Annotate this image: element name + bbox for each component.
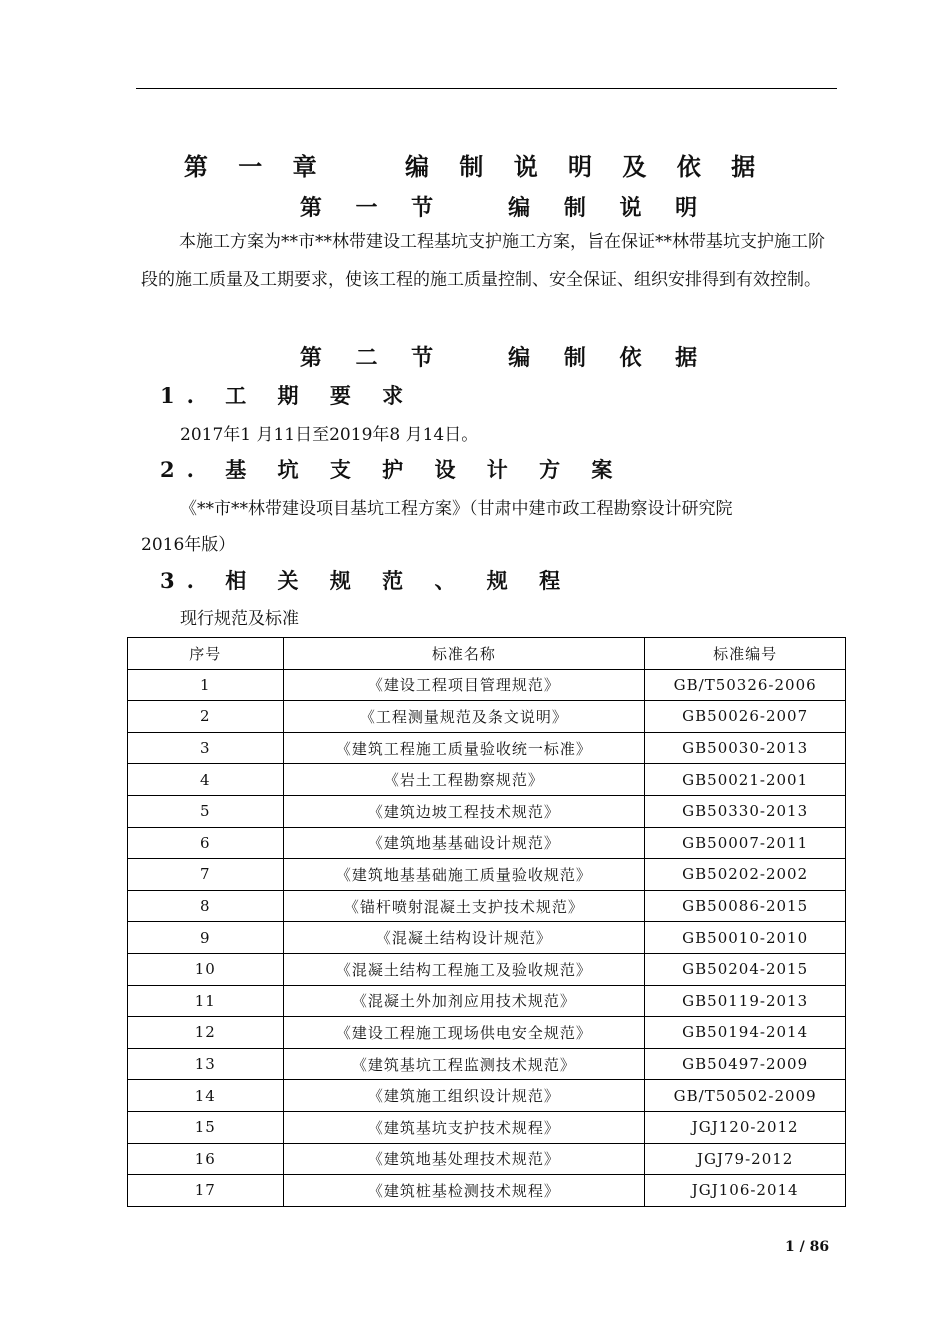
- table-row: [128, 1017, 846, 1049]
- table-row: [128, 827, 846, 859]
- row-standard-code: GB50330-2013: [645, 795, 846, 827]
- row-standard-code: GB50010-2010: [645, 922, 846, 954]
- row-standard-name: 《建筑地基处理技术规范》: [283, 1143, 645, 1175]
- row-standard-code: JGJ106-2014: [645, 1175, 846, 1207]
- item-2-text-line-2: 2016年版）: [141, 535, 236, 555]
- row-standard-name: 《建筑基坑支护技术规程》: [283, 1111, 645, 1143]
- row-standard-code: GB50026-2007: [645, 701, 846, 733]
- row-standard-code: JGJ79-2012: [645, 1143, 846, 1175]
- row-serial: 17: [128, 1175, 284, 1207]
- row-serial: 8: [128, 890, 284, 922]
- row-serial: 2: [128, 701, 284, 733]
- row-serial: 12: [128, 1017, 284, 1049]
- table-row: [128, 701, 846, 733]
- row-standard-code: GB50086-2015: [645, 890, 846, 922]
- row-serial: 15: [128, 1111, 284, 1143]
- row-standard-name: 《建筑工程施工质量验收统一标准》: [283, 732, 645, 764]
- row-serial: 14: [128, 1080, 284, 1112]
- row-serial: 7: [128, 859, 284, 891]
- table-row: [128, 953, 846, 985]
- header-standard-name: 标准名称: [283, 638, 645, 670]
- row-standard-name: 《工程测量规范及条文说明》: [283, 701, 645, 733]
- chapter-title: 第 一 章 编 制 说 明 及 依 据: [183, 152, 767, 181]
- section-1-title: 第 一 节 编 制 说 明: [299, 195, 711, 221]
- row-standard-code: GB/T50502-2009: [645, 1080, 846, 1112]
- item-2-heading: 2. 基 坑 支 护 设 计 方 案: [160, 457, 625, 482]
- row-standard-code: GB50204-2015: [645, 953, 846, 985]
- header-serial: 序号: [128, 638, 284, 670]
- standards-table: [127, 637, 846, 1207]
- row-serial: 10: [128, 953, 284, 985]
- item-1-heading: 1. 工 期 要 求: [160, 383, 416, 408]
- table-header-row: [128, 638, 846, 670]
- row-standard-name: 《建筑桩基检测技术规程》: [283, 1175, 645, 1207]
- header-standard-code: 标准编号: [645, 638, 846, 670]
- table-row: [128, 985, 846, 1017]
- row-standard-code: GB50021-2001: [645, 764, 846, 796]
- row-standard-code: JGJ120-2012: [645, 1111, 846, 1143]
- row-serial: 13: [128, 1048, 284, 1080]
- row-standard-code: GB50194-2014: [645, 1017, 846, 1049]
- item-2-text-line-1: 《**市**林带建设项目基坑工程方案》（甘肃中建市政工程勘察设计研究院: [180, 499, 733, 519]
- row-serial: 5: [128, 795, 284, 827]
- item-3-text: 现行规范及标准: [180, 609, 299, 629]
- row-serial: 9: [128, 922, 284, 954]
- row-serial: 3: [128, 732, 284, 764]
- item-1-text: 2017年1 月11日至2019年8 月14日。: [180, 425, 479, 445]
- row-standard-code: GB50497-2009: [645, 1048, 846, 1080]
- row-serial: 11: [128, 985, 284, 1017]
- table-row: [128, 732, 846, 764]
- table-row: [128, 922, 846, 954]
- row-standard-code: GB50202-2002: [645, 859, 846, 891]
- table-row: [128, 1048, 846, 1080]
- section-2-title: 第 二 节 编 制 依 据: [299, 345, 711, 371]
- table-row: [128, 859, 846, 891]
- row-standard-name: 《建设工程施工现场供电安全规范》: [283, 1017, 645, 1049]
- row-standard-name: 《混凝土外加剂应用技术规范》: [283, 985, 645, 1017]
- table-row: [128, 669, 846, 701]
- row-standard-code: GB50007-2011: [645, 827, 846, 859]
- row-serial: 16: [128, 1143, 284, 1175]
- row-serial: 4: [128, 764, 284, 796]
- row-standard-code: GB50119-2013: [645, 985, 846, 1017]
- row-standard-code: GB50030-2013: [645, 732, 846, 764]
- table-row: [128, 764, 846, 796]
- row-standard-name: 《建筑基坑工程监测技术规范》: [283, 1048, 645, 1080]
- table-row: [128, 1080, 846, 1112]
- row-standard-name: 《建设工程项目管理规范》: [283, 669, 645, 701]
- page-indicator: 1 / 86: [785, 1239, 830, 1255]
- row-standard-name: 《锚杆喷射混凝土支护技术规范》: [283, 890, 645, 922]
- table-row: [128, 1143, 846, 1175]
- row-serial: 6: [128, 827, 284, 859]
- row-standard-name: 《建筑施工组织设计规范》: [283, 1080, 645, 1112]
- row-standard-name: 《建筑地基基础施工质量验收规范》: [283, 859, 645, 891]
- section-1-paragraph-text: 本施工方案为**市**林带建设工程基坑支护施工方案，旨在保证**林带基坑支护施工阶段的施工质量及工期要求，使该工程的施工质量控制、安全保证、组织安排得到有效控制。: [141, 232, 825, 290]
- row-standard-name: 《混凝土结构设计规范》: [283, 922, 645, 954]
- section-1-paragraph: [141, 223, 841, 299]
- row-standard-name: 《岩土工程勘察规范》: [283, 764, 645, 796]
- row-standard-code: GB/T50326-2006: [645, 669, 846, 701]
- row-standard-name: 《混凝土结构工程施工及验收规范》: [283, 953, 645, 985]
- row-standard-name: 《建筑地基基础设计规范》: [283, 827, 645, 859]
- header-rule: [136, 88, 837, 89]
- table-row: [128, 890, 846, 922]
- table-row: [128, 1111, 846, 1143]
- table-row: [128, 1175, 846, 1207]
- row-serial: 1: [128, 669, 284, 701]
- item-3-heading: 3. 相 关 规 范 、 规 程: [160, 568, 573, 593]
- table-row: [128, 795, 846, 827]
- row-standard-name: 《建筑边坡工程技术规范》: [283, 795, 645, 827]
